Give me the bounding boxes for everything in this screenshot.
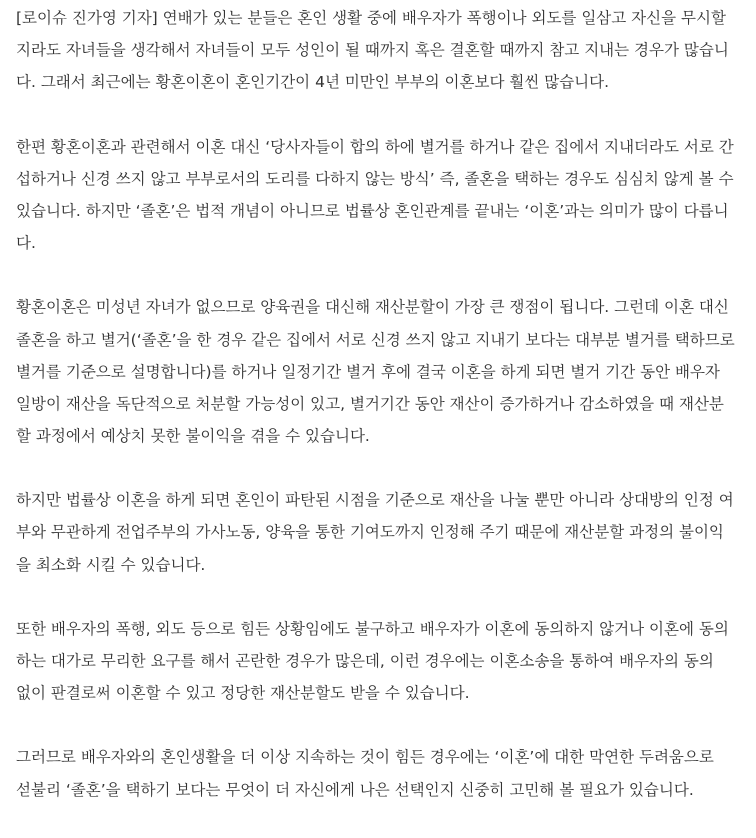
text-line: 별거를 기준으로 설명합니다)를 하거나 일정기간 별거 후에 결국 이혼을 하게 되면 별거 기간 동안 배우자 [16,362,720,381]
text-line: 일방이 재산을 독단적으로 처분할 가능성이 있고, 별거기간 동안 재산이 증가하거나 감소하였을 때 재산분 [16,394,724,413]
paragraph-joljon-definition [16,131,756,260]
paragraph-conclusion [16,741,756,805]
text-line: 하는 대가로 무리한 요구를 해서 곤란한 경우가 많은데, 이런 경우에는 이혼소송을 통하여 배우자의 동의 [16,652,714,670]
paragraph-property-division [16,291,756,452]
text-line: 한편 황혼이혼과 관련해서 이혼 대신 ‘당사자들이 합의 하에 별거를 하거나 같은 집에서 지내더라도 서로 간 [16,137,734,156]
text-line: 있습니다. 하지만 ‘졸혼’은 법적 개념이 아니므로 법률상 혼인관계를 끝내는 ‘이혼’과는 의미가 많이 다릅니 [16,201,729,220]
text-line: 그러므로 배우자와의 혼인생활을 더 이상 지속하는 것이 힘든 경우에는 ‘이혼’에 대한 막연한 두려움으로 [16,748,714,767]
text-line: 또한 배우자의 폭행, 외도 등으로 힘든 상황임에도 불구하고 배우자가 이혼에 동의하지 않거나 이혼에 동의 [16,619,729,638]
text-line: [로이슈 진가영 기자] 연배가 있는 분들은 혼인 생활 중에 배우자가 폭행이나 외도를 일삼고 자신을 무시할 [16,9,726,27]
text-line: 다. 그래서 최근에는 황혼이혼이 혼인기간이 4년 미만인 부부의 이혼보다 훨씬 많습니다. [16,73,610,92]
article-body [16,2,756,838]
text-line: 할 과정에서 예상치 못한 불이익을 겪을 수 있습니다. [16,427,370,446]
paragraph-intro [16,2,756,99]
text-line: 섭하거나 신경 쓰지 않고 부부로서의 도리를 다하지 않는 방식’ 즉, 졸혼을 택하는 경우도 심심치 않게 볼 수 [16,169,734,188]
paragraph-divorce-lawsuit [16,613,756,710]
text-line: 황혼이혼은 미성년 자녀가 없으므로 양육권을 대신해 재산분할이 가장 큰 쟁점이 됩니다. 그런데 이혼 대신 [16,298,729,317]
paragraph-legal-divorce [16,484,756,581]
text-line: 하지만 법률상 이혼을 하게 되면 혼인이 파탄된 시점을 기준으로 재산을 나눌 뿐만 아니라 상대방의 인정 여 [16,491,734,510]
text-line: 지라도 자녀들을 생각해서 자녀들이 모두 성인이 될 때까지 혹은 결혼할 때까지 참고 지내는 경우가 많습니 [16,41,729,60]
text-line: 부와 무관하게 전업주부의 가사노동, 양육을 통한 기여도까지 인정해 주기 때문에 재산분할 과정의 불이익 [16,523,724,542]
text-line: 졸혼을 하고 별거(‘졸혼’을 한 경우 같은 집에서 서로 신경 쓰지 않고 지내기 보다는 대부분 별거를 택하므로 [16,330,735,349]
text-line: 다. [16,234,36,253]
text-line: 없이 판결로써 이혼할 수 있고 정당한 재산분할도 받을 수 있습니다. [16,684,470,703]
text-line: 을 최소화 시킬 수 있습니다. [16,555,206,574]
text-line: 섣불리 ‘졸혼’을 택하기 보다는 무엇이 더 자신에게 나은 선택인지 신중히 고민해 볼 필요가 있습니다. [16,780,694,799]
